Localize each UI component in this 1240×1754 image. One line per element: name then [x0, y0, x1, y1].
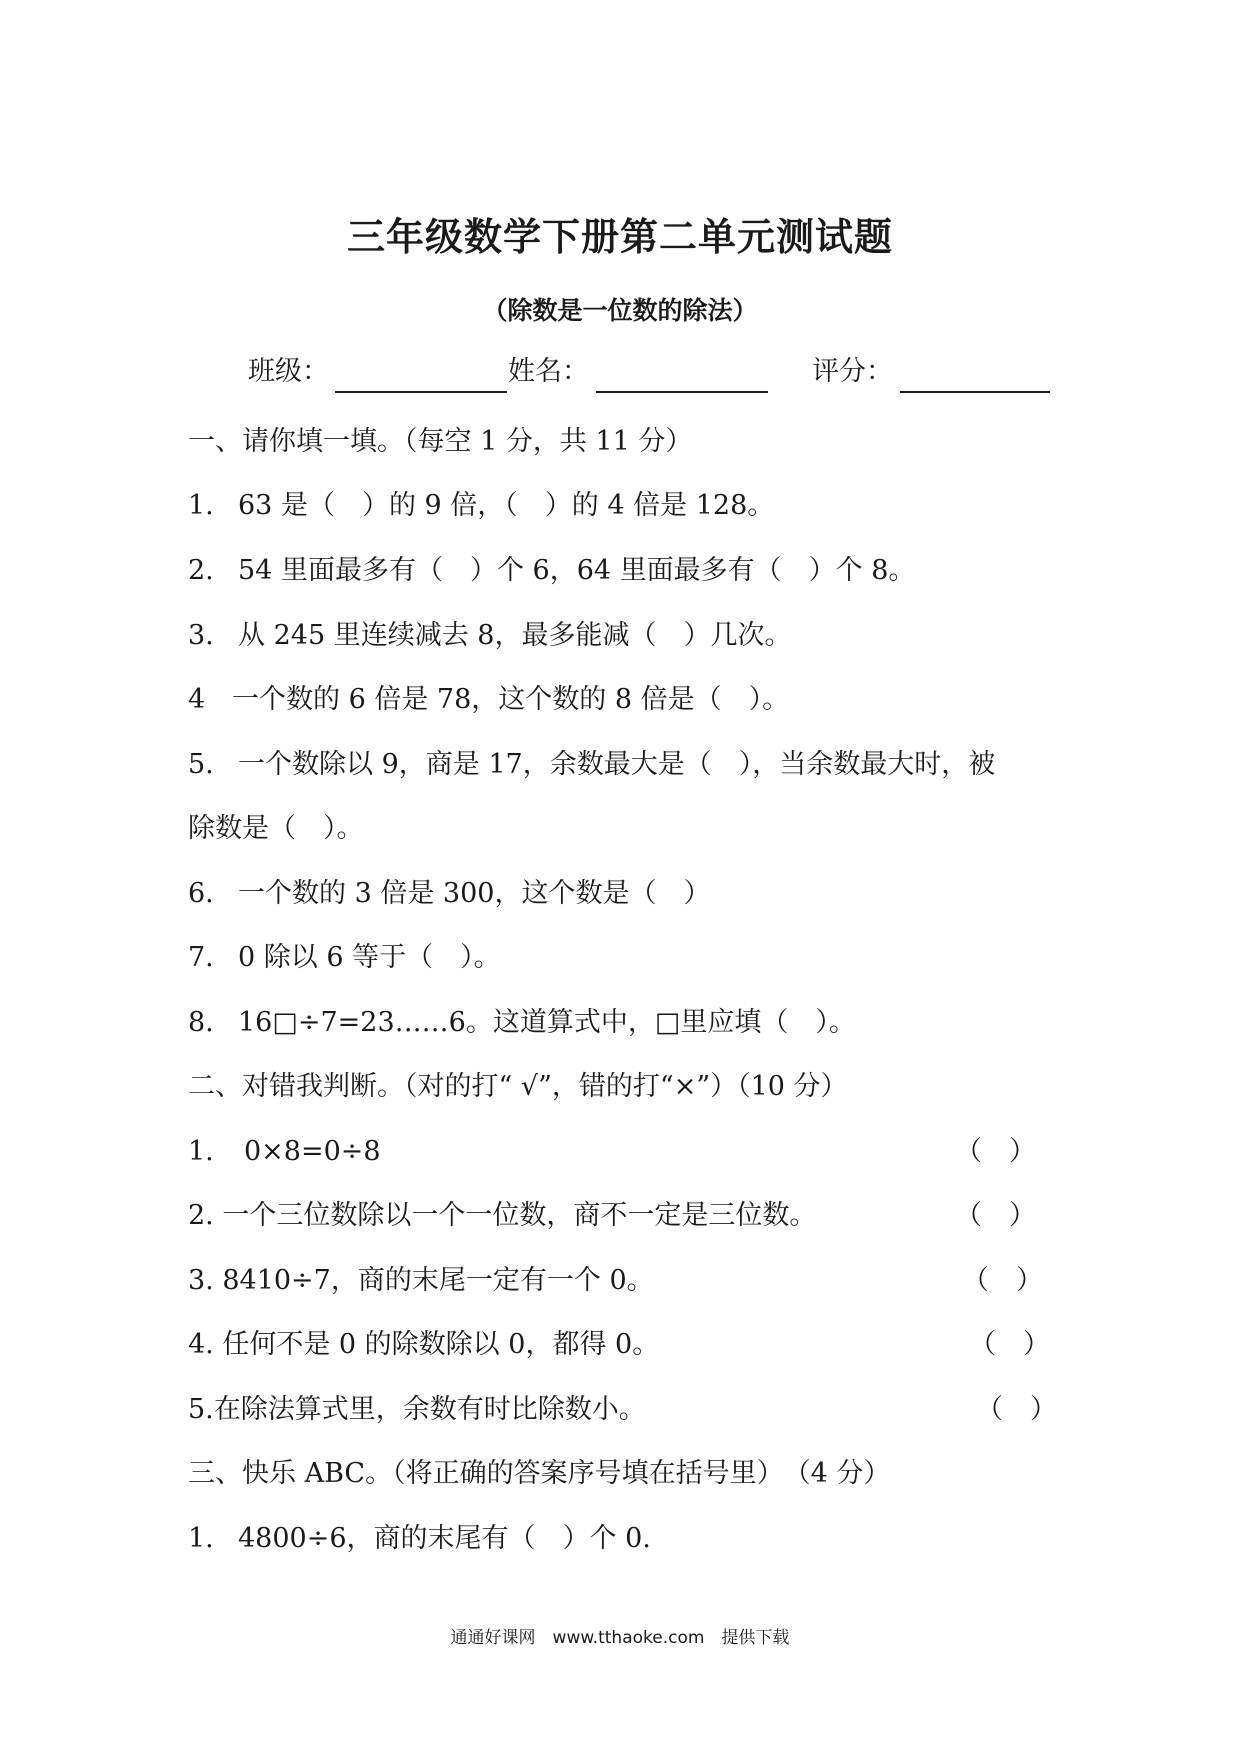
class-label: 班级： [248, 356, 329, 387]
page-title: 三年级数学下册第二单元测试题 [346, 214, 893, 259]
section2-heading: 二、对错我判断。（对的打“ √”，错的打“×”）（10 分） [188, 1071, 848, 1102]
question-number: 6. [188, 878, 214, 909]
question-number: 1. [188, 490, 214, 521]
question-2-3: 3. 8410÷7，商的末尾一定有一个 0。 [188, 1265, 654, 1296]
question-1-5 [188, 751, 995, 778]
question-number: 2. [188, 555, 214, 586]
score-label: 评分： [812, 356, 893, 387]
question-1-5-continued: 除数是（ ）。 [188, 813, 364, 844]
question-number: 1. [188, 1136, 214, 1167]
answer-bracket: （ ） [955, 1200, 1036, 1231]
name-blank [596, 391, 768, 393]
question-1-2 [188, 557, 915, 584]
answer-bracket: （ ） [976, 1394, 1057, 1425]
answer-bracket: （ ） [955, 1136, 1036, 1167]
question-2-1 [188, 1138, 381, 1165]
question-number: 7. [188, 942, 214, 973]
question-number: 8. [188, 1007, 214, 1038]
question-1-8 [188, 1009, 856, 1036]
question-text: 一个数除以 9，商是 17，余数最大是（ ），当余数最大时，被 [238, 749, 996, 780]
class-blank [335, 391, 507, 393]
question-text: 0×8=0÷8 [244, 1136, 381, 1167]
score-blank [900, 391, 1050, 393]
question-text: 4800÷6，商的末尾有（ ）个 0. [238, 1523, 651, 1554]
name-label: 姓名： [508, 356, 589, 387]
question-text: 0 除以 6 等于（ ）。 [238, 942, 501, 973]
question-3-1 [188, 1525, 651, 1552]
section3-heading: 三、快乐 ABC。（将正确的答案序号填在括号里） （4 分） [188, 1458, 891, 1489]
question-number: 3. [188, 620, 214, 651]
answer-bracket: （ ） [962, 1265, 1043, 1296]
question-number: 4 [188, 684, 206, 715]
question-1-1 [188, 492, 774, 519]
question-number: 1. [188, 1523, 214, 1554]
question-text: 16□÷7=23……6。这道算式中，□里应填（ ）。 [238, 1007, 856, 1038]
question-text: 一个数的 6 倍是 78，这个数的 8 倍是（ ）。 [232, 684, 790, 715]
question-2-5: 5.在除法算式里，余数有时比除数小。 [188, 1394, 646, 1425]
question-number: 5. [188, 749, 214, 780]
question-1-6 [188, 880, 710, 907]
question-1-4 [188, 686, 789, 713]
question-text: 一个数的 3 倍是 300，这个数是（ ） [238, 878, 711, 909]
question-1-7 [188, 944, 501, 971]
section1-heading: 一、请你填一填。（每空 1 分，共 11 分） [188, 426, 693, 457]
answer-bracket: （ ） [969, 1329, 1050, 1360]
question-2-4: 4. 任何不是 0 的除数除以 0，都得 0。 [188, 1329, 660, 1360]
question-2-2: 2. 一个三位数除以一个一位数，商不一定是三位数。 [188, 1200, 817, 1231]
footer-credit: 通通好课网 www.tthaoke.com 提供下载 [450, 1628, 790, 1648]
question-text: 54 里面最多有（ ）个 6，64 里面最多有（ ）个 8。 [238, 555, 916, 586]
question-text: 从 245 里连续减去 8，最多能减（ ）几次。 [238, 620, 792, 651]
page-subtitle: （除数是一位数的除法） [482, 296, 758, 325]
question-1-3 [188, 622, 791, 649]
question-text: 63 是（ ）的 9 倍，（ ）的 4 倍是 128。 [238, 490, 775, 521]
